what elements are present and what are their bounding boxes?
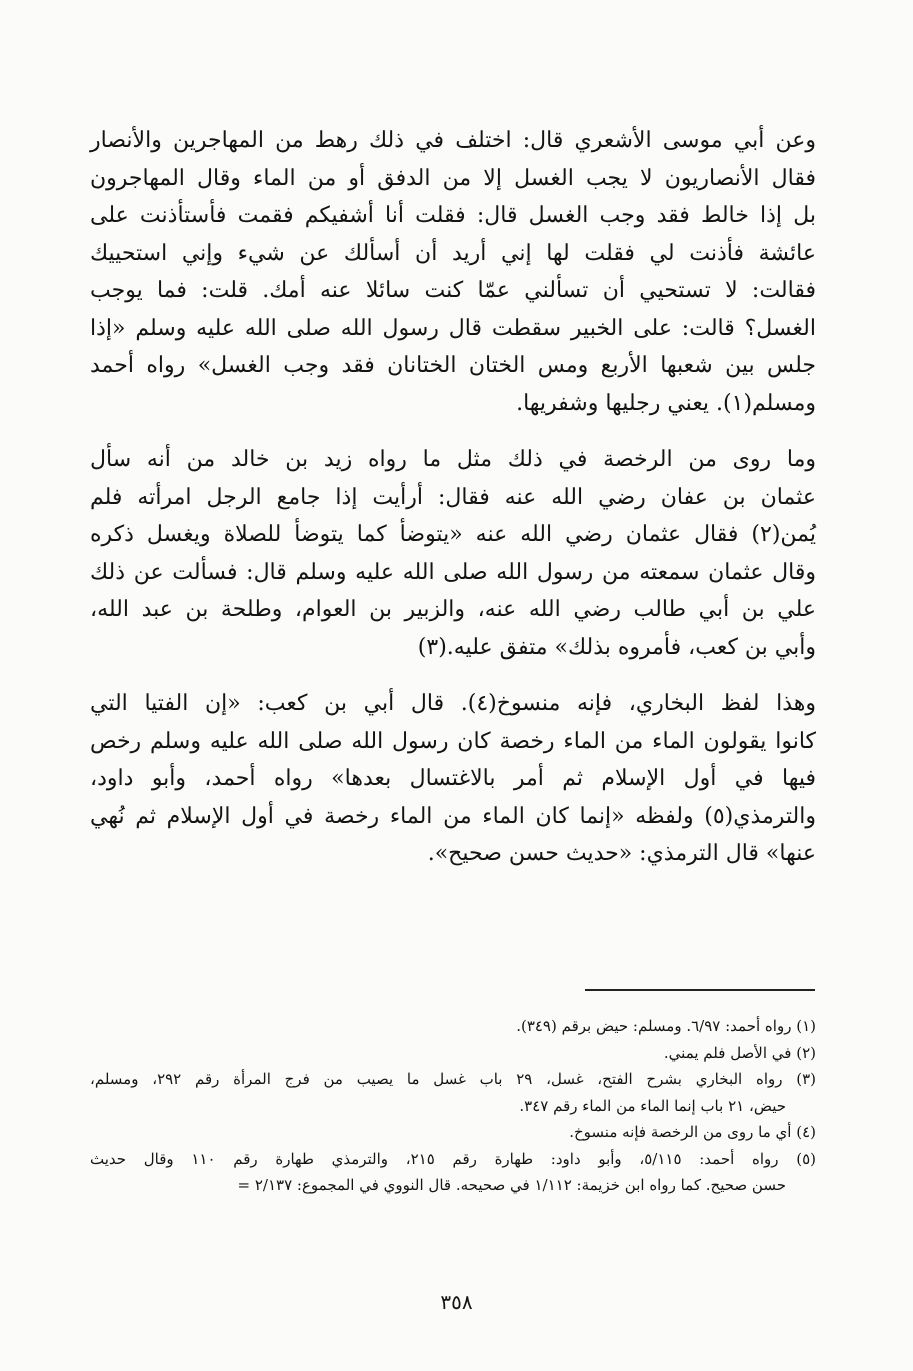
text-line: وهذا لفظ البخاري، فإنه منسوخ(٤). قال أبي بن كعب: «إن الفتيا التي	[90, 691, 816, 716]
text-line: والترمذي(٥) ولفظه «إنما كان الماء من الماء رخصة في أول الإسلام ثم نُهي	[90, 803, 816, 829]
footnote-1: (١) رواه أحمد: ٦/٩٧. ومسلم: حيض برقم (٣٤٩).	[516, 1017, 816, 1035]
text-line: جلس بين شعبها الأربع ومس الختان الختانان فقد وجب الغسل» رواه أحمد	[90, 353, 816, 378]
footnote-2: (٢) في الأصل فلم يمني.	[663, 1043, 816, 1062]
text-line: بل إذا خالط فقد وجب الغسل قال: فقلت أنا أشفيكم فقمت فأستأذنت على	[90, 203, 816, 228]
text-line: علي بن أبي طالب رضي الله عنه، والزبير بن العوام، وطلحة بن عبد الله،	[90, 597, 816, 622]
footnote-5-continuation: حسن صحيح. كما رواه ابن خزيمة: ١/١١٢ في صحيحه. قال النووي في المجموع: ٢/١٣٧ =	[237, 1176, 786, 1194]
text-line: الغسل؟ قالت: على الخبير سقطت قال رسول الله صلى الله عليه وسلم «إذا	[90, 315, 816, 341]
footnote-3-continuation: حيض، ٢١ باب إنما الماء من الماء رقم ٣٤٧.	[519, 1096, 786, 1115]
text-line: عنها» قال الترمذي: «حديث حسن صحيح».	[427, 841, 816, 866]
paragraph-1	[90, 122, 816, 422]
text-line: كانوا يقولون الماء من الماء رخصة كان رسول الله صلى الله عليه وسلم رخص	[90, 728, 816, 754]
text-line: يُمن(٢) فقال عثمان رضي الله عنه «يتوضأ كما يتوضأ للصلاة ويغسل ذكره	[90, 522, 816, 547]
text-line: فقالت: لا تستحيي أن تسألني عمّا كنت سائلا عنه أمك. قلت: فما يوجب	[90, 278, 816, 303]
page-number: ٣٥٨	[440, 1290, 473, 1314]
text-line: وعن أبي موسى الأشعري قال: اختلف في ذلك رهط من المهاجرين والأنصار	[90, 128, 816, 153]
paragraph-3	[90, 685, 816, 873]
footnotes	[90, 1013, 816, 1199]
text-line: وقال عثمان سمعته من رسول الله صلى الله عليه وسلم قال: فسألت عن ذلك	[90, 559, 816, 585]
footnote-3: (٣) رواه البخاري بشرح الفتح، غسل، ٢٩ باب غسل ما يصيب من فرج المرأة رقم ٢٩٢، ومسلم،	[90, 1070, 817, 1088]
text-line: عثمان بن عفان رضي الله عنه فقال: أرأيت إذا جامع الرجل امرأته فلم	[90, 484, 816, 510]
text-line: عائشة فأذنت لي فقلت لها إني أريد أن أسألك عن شيء وإني استحييك	[90, 240, 816, 266]
text-line: ومسلم(١). يعني رجليها وشفريها.	[516, 390, 816, 416]
text-line: فيها في أول الإسلام ثم أمر بالاغتسال بعدها» رواه أحمد، وأبو داود،	[90, 766, 816, 791]
paragraph-2	[90, 441, 816, 666]
main-text	[90, 122, 816, 873]
text-line: فقال الأنصاريون لا يجب الغسل إلا من الدفق أو من الماء وقال المهاجرون	[90, 165, 816, 191]
text-line: وأبي بن كعب، فأمروه بذلك» متفق عليه.(٣)	[417, 634, 816, 660]
text-line: وما روى من الرخصة في ذلك مثل ما رواه زيد بن خالد من أنه سأل	[90, 447, 816, 472]
footnote-4: (٤) أي ما روى من الرخصة فإنه منسوخ.	[569, 1123, 816, 1141]
footnote-divider	[585, 989, 815, 991]
footnote-5: (٥) رواه أحمد: ٥/١١٥، وأبو داود: طهارة رقم ٢١٥، والترمذي طهارة رقم ١١٠ وقال حديث	[90, 1149, 816, 1168]
